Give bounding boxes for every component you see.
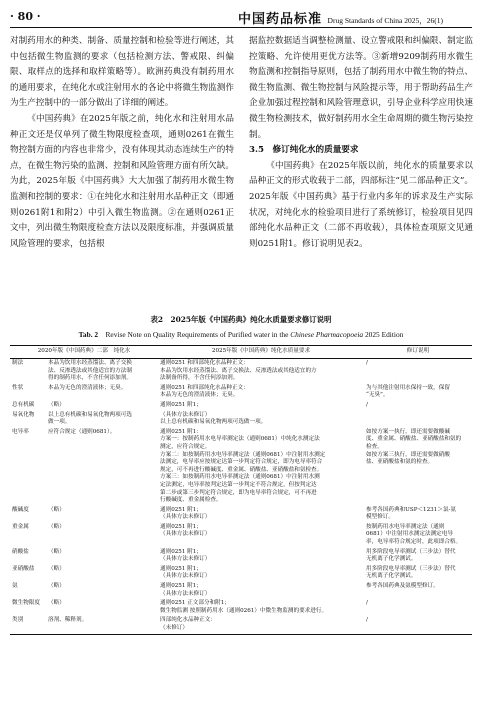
cell-line: 方案一：按制药用水电导率测定法（通则0681）中纯化水测定法 <box>160 436 320 443</box>
caption-text: Revise Note on Quality Requirements of Purified water in the <box>105 330 291 339</box>
cell-line: 得的制药用水，不含任何添加剂。 <box>48 375 132 382</box>
cell-line: 通则0251 附1； <box>160 523 202 530</box>
cell-note <box>364 548 472 565</box>
cell-note <box>364 428 472 506</box>
cell-2020 <box>46 582 158 599</box>
cell-note <box>364 616 472 634</box>
cell-note <box>364 359 472 384</box>
cell-item: 酸碱度 <box>12 506 29 513</box>
running-header <box>10 8 472 26</box>
table-row <box>10 428 472 506</box>
cell-note <box>364 506 472 523</box>
cell-line: （略） <box>48 523 65 530</box>
caption-italic: Chinese Pharmacopoeia <box>290 330 364 339</box>
cell-note <box>364 582 472 599</box>
table-caption-zh: 表2 2025年版《中国药典》纯化水质量要求修订说明 <box>150 315 332 324</box>
cell-item: 微生物限度 <box>12 600 40 607</box>
cell-line: 无机离子化学测试。 <box>366 556 417 563</box>
cell-line: 四部纯化水品种正文： <box>160 617 216 624</box>
cell-line: 方案三：如按制药用水电导率测定法（通则0681）中注射用水测 <box>160 474 320 481</box>
cell-line: 参考各国药典和USP＜1231＞氯-氨 <box>366 506 456 513</box>
table-row <box>10 359 472 384</box>
cell-line: 用多阶段电导率测试（三步法）替代 <box>366 565 456 572</box>
cell-2020 <box>46 401 158 411</box>
cell-2020 <box>46 523 158 548</box>
cell-line: / <box>366 617 368 624</box>
cell-2025 <box>158 359 364 384</box>
cell-line: 通则0251 附1： <box>160 428 202 435</box>
cell-line: 通则0251 附1； <box>160 548 202 555</box>
cell-line: 通则0251 附1； <box>160 401 202 408</box>
cell-line: 本品为无色的澄清液体；无臭。 <box>160 392 239 399</box>
header-rule <box>10 27 472 28</box>
header-2020: 2020年版《中国药典》二部 纯化水 <box>10 346 158 359</box>
cell-item: 性状 <box>12 384 24 391</box>
cell-line: 度、重金属、硝酸盐、亚硝酸盐和氨的 <box>366 436 462 443</box>
cell-2025 <box>158 411 364 428</box>
cell-line: 无机离子化学测试。 <box>366 573 417 580</box>
cell-line: 通则0251 和四部纯化水品种正文： <box>160 360 249 366</box>
table-label: Tab. 2 <box>78 330 99 339</box>
cell-2020 <box>46 428 158 506</box>
right-column <box>249 34 473 252</box>
cell-2025 <box>158 523 364 548</box>
cell-item: 重金属 <box>12 523 29 530</box>
cell-note <box>364 565 472 582</box>
cell-line: 本品为饮用水经蒸馏法、离子交换 <box>48 360 132 366</box>
cell-line: 法、反渗透法或其他适宜的方法制 <box>48 367 132 374</box>
table-row <box>10 548 472 565</box>
cell-item: 制法 <box>12 360 24 366</box>
cell-line: / <box>366 600 368 607</box>
cell-2020 <box>46 411 158 428</box>
cell-line: 通则0251 附1； <box>160 565 202 572</box>
cell-item: 易氧化物 <box>12 411 35 418</box>
cell-line: （具体方法未修订） <box>160 514 211 521</box>
cell-2020 <box>46 565 158 582</box>
section-heading: 3.5 修订纯化水的质量要求 <box>249 145 359 156</box>
cell-line: 应符合规定（通则0681）。 <box>48 428 116 435</box>
cell-line: 如按方案一执行，即还需要做酸碱 <box>366 428 450 435</box>
table-row <box>10 401 472 411</box>
cell-line: （略） <box>48 506 65 513</box>
cell-line: （具体方法未修订） <box>160 556 211 563</box>
cell-line: 0681）中注射用水测定法测定电导 <box>366 531 453 538</box>
table-body <box>10 359 472 635</box>
cell-line: 通则0251 正文部分和附1； <box>160 600 230 607</box>
cell-2025 <box>158 582 364 599</box>
cell-line: 测定，应符合规定。 <box>160 443 211 450</box>
cell-line: 法制备所得，不含任何添加剂。 <box>160 375 239 382</box>
table-row <box>10 523 472 548</box>
cell-note <box>364 411 472 428</box>
cell-line: 以上总有机碳和易氧化物两项可选做一项。 <box>160 419 267 426</box>
cell-note <box>364 401 472 411</box>
cell-item: 硝酸盐 <box>12 548 29 555</box>
cell-line: 参考各国药典及氨模型修订。 <box>366 583 439 590</box>
cell-line: （具体方法未修订） <box>160 411 211 418</box>
cell-line: 为与其他注射用水保持一致，保留 <box>366 384 450 391</box>
cell-line: 做一项。 <box>48 419 71 426</box>
body-paragraph: 据监控数据适当调整检测量、设立警戒限和纠偏限、制定监控策略、允许使用更优方法等。③新增9209制药用水微生物监测和控制指导原则，包括了制药用水中微生物的特点、微生物监测、微生物控制与风险提示等，用于帮助药品生产企业加强过程控制和风险管理意识，引导企业科学应用快速微生物检测技术，做好制药用水全生命周期的微生物污染控制。 <box>249 36 473 140</box>
cell-line: （略） <box>48 583 65 590</box>
cell-item: 氨 <box>12 583 18 590</box>
table-row <box>10 599 472 616</box>
page-number: · 80 · <box>10 10 41 23</box>
cell-line: （未修订） <box>160 625 188 631</box>
cell-item: 总有机碳 <box>12 401 35 408</box>
cell-2020 <box>46 384 158 401</box>
cell-2020 <box>46 599 158 616</box>
cell-line: （略） <box>48 548 65 555</box>
cell-2020 <box>46 506 158 523</box>
body-paragraph: 《中国药典》在2025年版之前，纯化水和注射用水品种正文还是仅单列了微生物限度检查项，通则0261在微生物控制方面的内容也非常少，没有体现其动态连续生产的特点，在微生物污染的监测、控制和风险管理方面有所欠缺。为此，2025年版《中国药典》大大加强了制药用水微生物监测和控制的要求：①在纯化水和注射用水品种正文（即通则0261附1和附2）中引入微生物监测。②在通则0261正文中，列出微生物限度检查方法以及限度标准，并强调质量风险管理的要求，包括根 <box>10 113 234 249</box>
cell-line: “无臭”。 <box>366 392 389 399</box>
journal-title-zh: 中国药品标准 <box>238 12 323 27</box>
cell-line: 第二步或第三步判定符合规定，即为电导率符合规定，可不再进 <box>160 489 317 496</box>
cell-2025 <box>158 548 364 565</box>
cell-note <box>364 523 472 548</box>
table-row <box>10 411 472 428</box>
cell-2025 <box>158 599 364 616</box>
cell-line: 通则0251 附1； <box>160 583 202 590</box>
cell-2025 <box>158 401 364 411</box>
cell-2020 <box>46 359 158 384</box>
cell-line: 盐、亚硝酸盐和氨的检查。 <box>366 459 434 466</box>
cell-2025 <box>158 506 364 523</box>
cell-note <box>364 384 472 401</box>
table-row <box>10 582 472 599</box>
journal-title <box>238 8 443 27</box>
cell-line: 以上总有机碳和易氧化物两项可选 <box>48 411 132 418</box>
cell-line: / <box>366 360 368 366</box>
cell-2025 <box>158 616 364 634</box>
cell-2025 <box>158 565 364 582</box>
journal-title-en: Drug Standards of China 2025，26(1) <box>327 16 443 25</box>
table-row <box>10 616 472 634</box>
table-row <box>10 506 472 523</box>
cell-2025 <box>158 428 364 506</box>
cell-line: （略） <box>48 401 65 408</box>
cell-line: （略） <box>48 600 65 607</box>
cell-line: 本品为饮用水经蒸馏法、离子交换法、反渗透法或其他适宜的方 <box>160 367 317 374</box>
cell-line: 行酸碱度、重金属检查。 <box>160 497 222 504</box>
cell-line: 按制药用水电导率测定法（通则 <box>366 523 445 530</box>
cell-line: 用多阶段电导率测试（三步法）替代 <box>366 548 456 555</box>
cell-line: 规定，可不再进行酸碱度、重金属、硝酸盐、亚硝酸盐和氨检查。 <box>160 466 323 473</box>
cell-2025 <box>158 384 364 401</box>
cell-line: 法测定，电导率应按规定达第一步判定符合规定，即为电导率符合 <box>160 459 323 466</box>
cell-2020 <box>46 548 158 565</box>
cell-note <box>364 599 472 616</box>
header-2025: 2025年版《中国药典》纯化水质量要求 <box>158 346 364 359</box>
cell-line: 微生物监测 按照制药用水（通则0261）中微生物监测的要求进行。 <box>160 607 328 614</box>
left-column <box>10 34 234 252</box>
cell-line: 率，电导率符合规定时，此项即合格。 <box>366 539 462 546</box>
revision-table <box>10 345 472 635</box>
cell-line: 通则0251 附1； <box>160 506 202 513</box>
cell-line: （略） <box>48 565 65 572</box>
cell-line: （具体方法未修订） <box>160 590 211 597</box>
cell-line: 通则0251 和四部纯化水品种正文： <box>160 384 249 391</box>
cell-line: （具体方法未修订） <box>160 573 211 580</box>
body-paragraph: 对制药用水的种类、制备、质量控制和检验等进行阐述，其中包括微生物监测的要求（包括检测方法、警戒限、纠偏限、取样点的选择和取样策略等）。欧洲药典没有制药用水的通用要求，在纯化水或注射用水的各论中将微生物监测作为生产控制中的一部分做出了详细的阐述。 <box>10 36 234 109</box>
cell-line: 本品为无色的澄清液体；无臭。 <box>48 384 127 391</box>
cell-line: 定法测定，电导率按判定达第一步判定不符合规定，但按判定达 <box>160 481 317 488</box>
table-row <box>10 384 472 401</box>
cell-item: 亚硝酸盐 <box>12 565 35 572</box>
header-note: 修订说明 <box>364 346 472 359</box>
cell-line: 方案二：如按制药用水电导率测定法（通则0681）中注射用水测定 <box>160 451 326 458</box>
table-caption-en <box>10 329 472 340</box>
cell-line: 如按方案三执行，即还需要做硝酸 <box>366 451 450 458</box>
caption-text-end: 2025 Edition <box>363 330 404 339</box>
cell-line: 溶剂、稀释剂。 <box>48 617 88 624</box>
body-paragraph: 《中国药典》在2025年版以前，纯化水的质量要求以品种正文的形式收载于二部，四部标注“见二部品种正文”。2025年版《中国药典》基于行业内多年的诉求及生产实际状况，对纯化水的检验项目进行了系统修订，检验项目见四部纯化水品种正文（二部不再收载），具体检查项原文见通则0251附1。修订说明见表2。 <box>249 160 473 249</box>
cell-item: 类别 <box>10 616 46 634</box>
cell-line: 检查。 <box>366 443 383 450</box>
cell-item: 电导率 <box>12 428 29 435</box>
cell-line: / <box>366 401 368 408</box>
table-header-row <box>10 346 472 359</box>
table-row <box>10 565 472 582</box>
cell-line: （具体方法未修订） <box>160 531 211 538</box>
cell-line: 模型修订。 <box>366 514 394 521</box>
cell-2020 <box>46 616 158 634</box>
